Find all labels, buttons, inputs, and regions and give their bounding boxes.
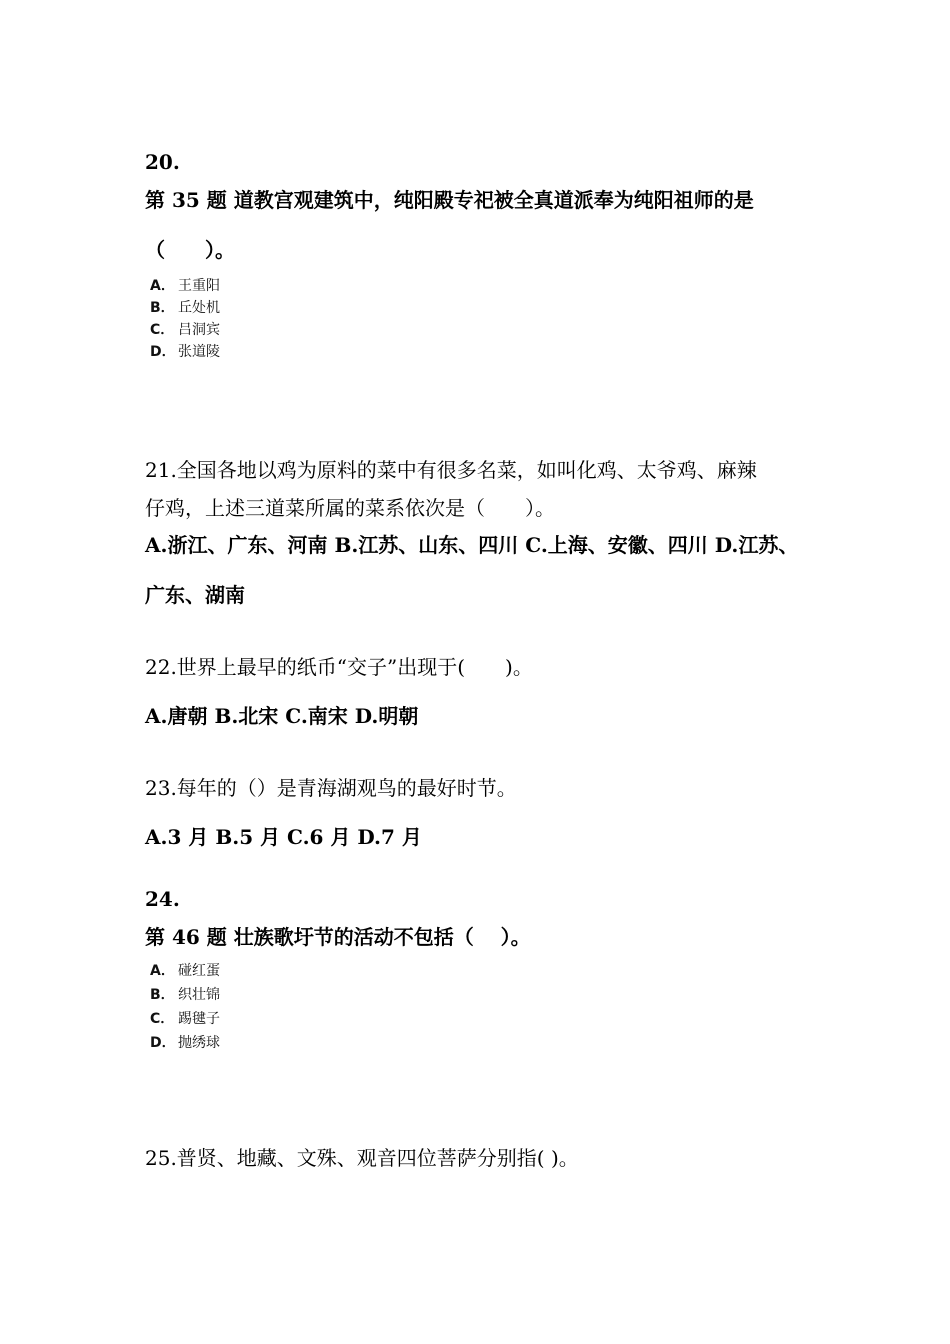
option-text: 踢毽子 <box>178 1011 220 1027</box>
q24-question-line1: 第 46 题 壮族歌圩节的活动不包括（ ）。 <box>145 925 531 949</box>
option-text: 织壮锦 <box>178 987 220 1003</box>
option-letter: A． <box>150 278 175 294</box>
q24-option-c <box>150 1010 220 1028</box>
option-letter: B． <box>150 987 175 1003</box>
option-text: 张道陵 <box>178 344 220 360</box>
q20-question-line1: 第 35 题 道教宫观建筑中，纯阳殿专祀被全真道派奉为纯阳祖师的是 <box>145 188 754 212</box>
option-text: 碰红蛋 <box>178 963 220 979</box>
q22-question: 22.世界上最早的纸币“交子”出现于( )。 <box>145 655 533 679</box>
option-text: 吕洞宾 <box>178 322 220 338</box>
q20-question-line2: （ ）。 <box>145 238 235 262</box>
q20-option-a <box>150 277 220 295</box>
q25-question: 25.普贤、地藏、文殊、观音四位菩萨分别指( )。 <box>145 1146 579 1170</box>
option-letter: A． <box>150 963 175 979</box>
q21-answers-line2: 广东、湖南 <box>145 583 245 607</box>
q24-option-d <box>150 1034 220 1052</box>
q22-answers: A.唐朝 B.北宋 C.南宋 D.明朝 <box>145 704 419 728</box>
q20-option-b <box>150 299 220 317</box>
option-letter: C． <box>150 322 175 338</box>
q24-number: 24. <box>145 887 180 911</box>
q20-option-c <box>150 321 220 339</box>
option-text: 丘处机 <box>178 300 220 316</box>
option-text: 王重阳 <box>178 278 220 294</box>
q20-option-d <box>150 343 220 361</box>
q24-option-a <box>150 962 220 980</box>
option-letter: C． <box>150 1011 175 1027</box>
q21-answers-line1: A.浙江、广东、河南 B.江苏、山东、四川 C.上海、安徽、四川 D.江苏、 <box>145 533 799 557</box>
q24-option-b <box>150 986 220 1004</box>
q20-number: 20. <box>145 150 180 174</box>
q21-question-line1: 21.全国各地以鸡为原料的菜中有很多名菜，如叫化鸡、太爷鸡、麻辣 <box>145 458 757 482</box>
q23-answers: A.3 月 B.5 月 C.6 月 D.7 月 <box>145 825 422 849</box>
option-letter: D． <box>150 344 176 360</box>
option-text: 抛绣球 <box>178 1035 220 1051</box>
q23-question: 23.每年的（）是青海湖观鸟的最好时节。 <box>145 776 517 800</box>
option-letter: D． <box>150 1035 176 1051</box>
option-letter: B． <box>150 300 175 316</box>
q21-question-line2: 仔鸡，上述三道菜所属的菜系依次是（ ）。 <box>145 496 555 520</box>
